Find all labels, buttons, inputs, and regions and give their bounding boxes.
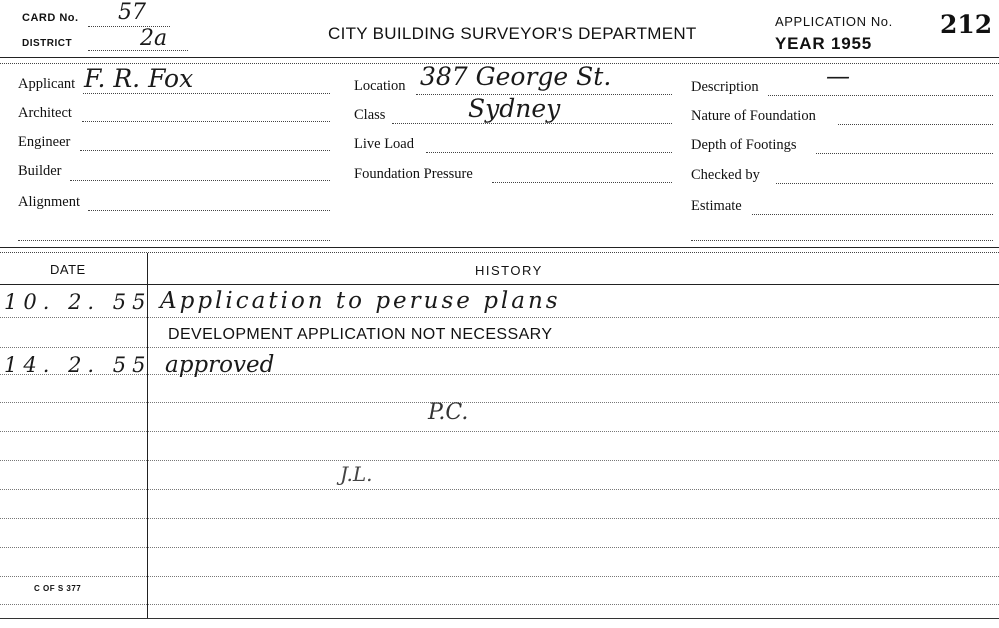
engineer-line	[80, 150, 330, 151]
ruled-line	[0, 547, 999, 548]
card-no-value: 57	[118, 0, 146, 25]
table-row-date: 14. 2. 55	[4, 353, 152, 377]
marginalia-initials: J.L.	[340, 462, 373, 486]
estimate-label: Estimate	[691, 198, 742, 214]
nature-of-foundation-line	[838, 124, 993, 125]
engineer-label: Engineer	[18, 134, 71, 150]
foundation-pressure-label: Foundation Pressure	[354, 166, 473, 182]
alignment-line	[88, 210, 330, 211]
table-row-history: Application to peruse plans	[160, 288, 561, 314]
live-load-label: Live Load	[354, 136, 414, 152]
district-label: DISTRICT	[22, 38, 73, 49]
description-label: Description	[691, 79, 759, 95]
district-value: 2a	[140, 26, 168, 51]
depth-of-footings-line	[816, 153, 993, 154]
builder-line	[70, 180, 330, 181]
ruled-line	[0, 460, 999, 461]
builder-label: Builder	[18, 163, 62, 179]
card-bottom-border	[0, 618, 999, 619]
class-label: Class	[354, 107, 386, 123]
extra-line-left	[18, 240, 330, 241]
table-top-border-2	[0, 252, 999, 253]
table-row-history: approved	[165, 352, 275, 378]
ruled-line	[0, 347, 999, 348]
description-value: —	[826, 62, 850, 90]
nature-of-foundation-label: Nature of Foundation	[691, 108, 816, 124]
alignment-label: Alignment	[18, 194, 81, 210]
estimate-line	[752, 214, 993, 215]
applicant-value: F. R. Fox	[84, 64, 194, 93]
checked-by-label: Checked by	[691, 167, 760, 183]
history-header: HISTORY	[475, 263, 543, 278]
year-label: YEAR 1955	[775, 34, 872, 53]
ruled-line	[0, 489, 999, 490]
ruled-line	[0, 576, 999, 577]
date-header: DATE	[50, 262, 86, 277]
applicant-label: Applicant	[18, 76, 76, 92]
architect-label: Architect	[18, 105, 72, 121]
department-title: CITY BUILDING SURVEYOR'S DEPARTMENT	[328, 24, 697, 43]
checked-by-line	[776, 183, 993, 184]
ruled-line	[0, 604, 999, 605]
live-load-line	[426, 152, 672, 153]
location-value-1: 387 George St.	[420, 62, 612, 91]
marginalia-initials: P.C.	[428, 400, 469, 425]
card-no-label: CARD No.	[22, 12, 79, 24]
ruled-line	[0, 431, 999, 432]
district-line	[88, 50, 188, 51]
application-label: APPLICATION No.	[775, 14, 893, 29]
header-row-border	[0, 284, 999, 285]
location-value-2: Sydney	[468, 94, 561, 123]
form-code: C OF S 377	[34, 584, 82, 593]
ruled-line	[0, 518, 999, 519]
applicant-line	[83, 93, 330, 94]
table-row-history: DEVELOPMENT APPLICATION NOT NECESSARY	[168, 326, 553, 343]
foundation-pressure-line	[492, 182, 672, 183]
ruled-line	[0, 402, 999, 403]
header-divider	[0, 57, 999, 58]
ruled-line	[0, 317, 999, 318]
table-top-border	[0, 247, 999, 248]
depth-of-footings-label: Depth of Footings	[691, 137, 797, 153]
extra-line-right	[691, 240, 993, 241]
architect-line	[82, 121, 330, 122]
location-label: Location	[354, 78, 406, 94]
table-row-date: 10. 2. 55	[4, 290, 152, 314]
application-number: 212	[940, 10, 993, 39]
class-line	[392, 123, 672, 124]
description-line	[768, 95, 993, 96]
